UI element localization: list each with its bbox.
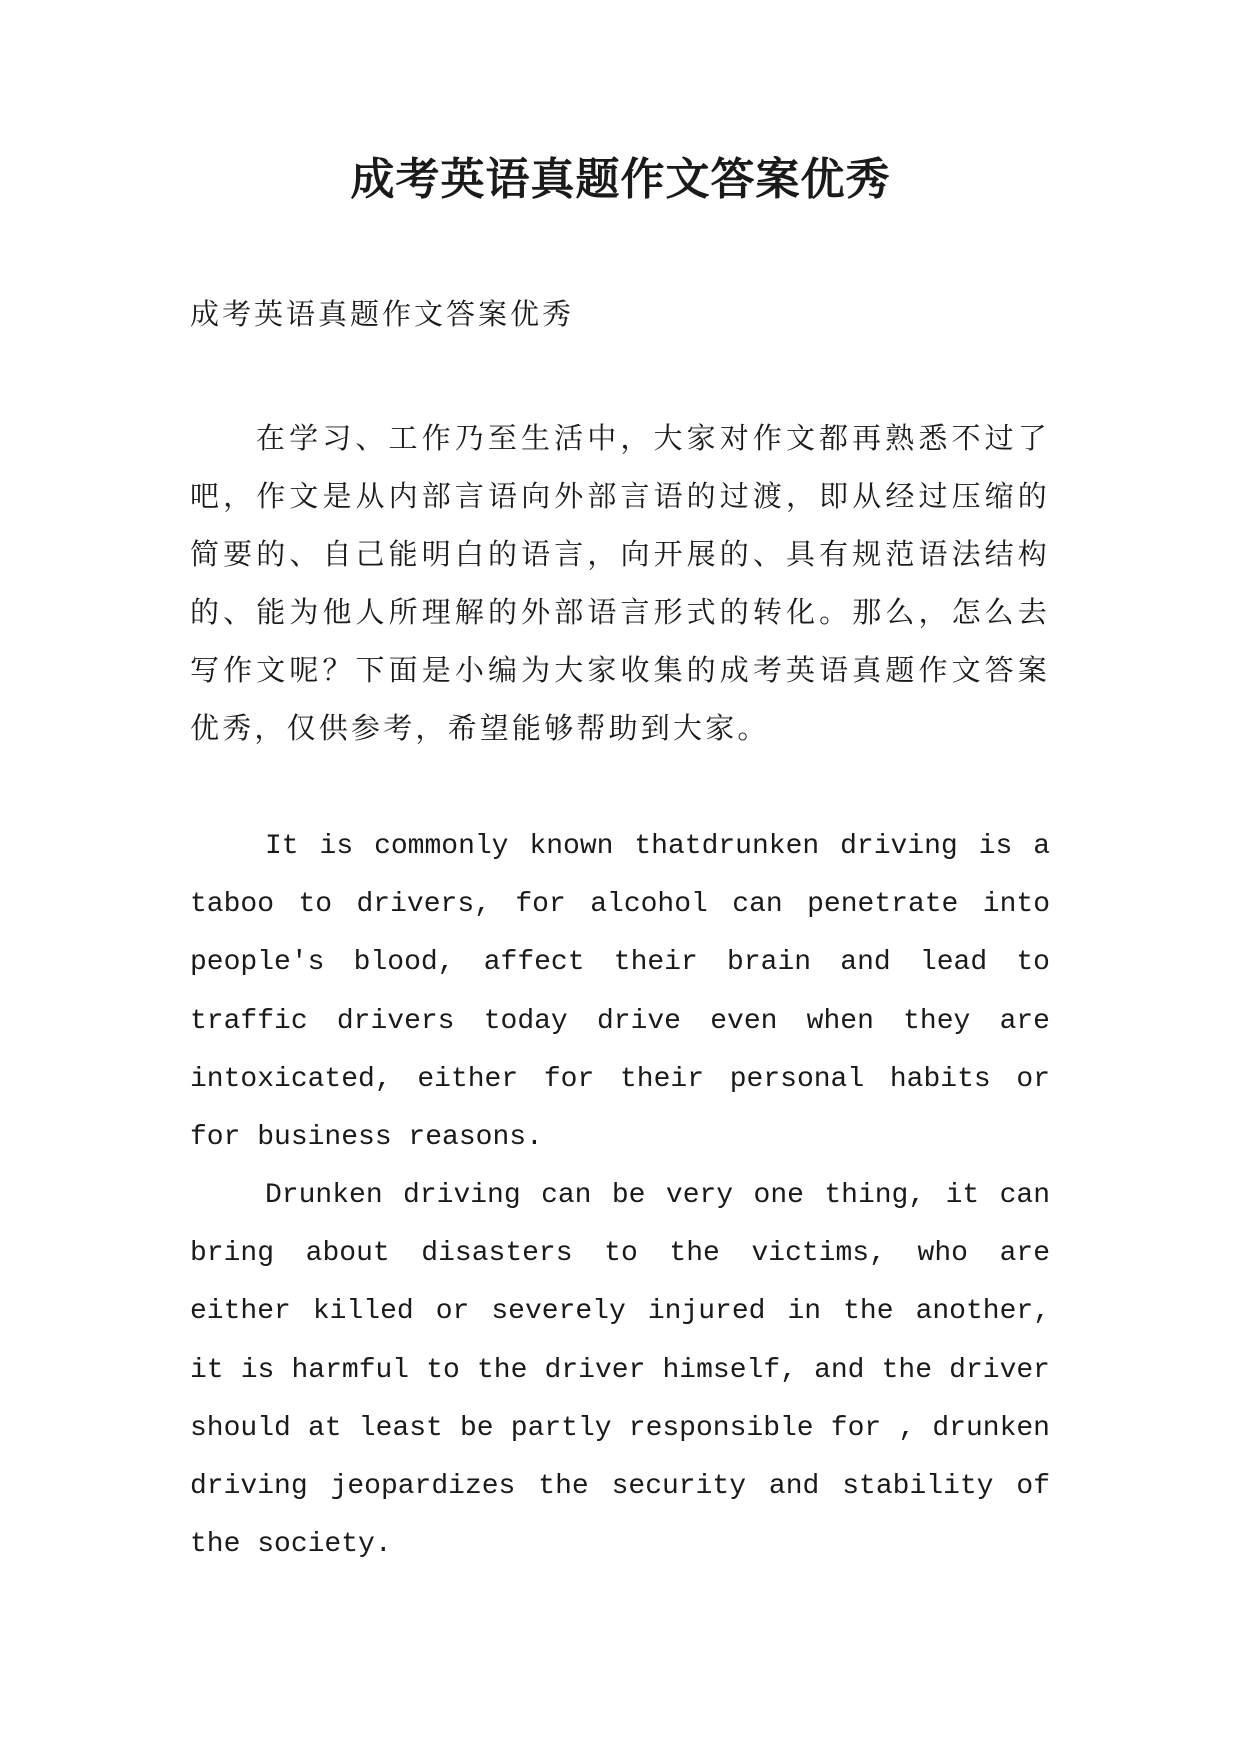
intro-paragraph: 在学习、工作乃至生活中，大家对作文都再熟悉不过了吧，作文是从内部言语向外部言语的过渡，即从经过压缩的简要的、自己能明白的语言，向开展的、具有规范语法结构的、能为他人所理解的外部语言形式的转化。那么，怎么去写作文呢？下面是小编为大家收集的成考英语真题作文答案优秀，仅供参考，希望能够帮助到大家。 <box>190 421 1050 745</box>
document-subtitle: 成考英语真题作文答案优秀 <box>190 297 575 331</box>
essay-paragraph-1: It is commonly known thatdrunken driving is a taboo to drivers, for alcohol can penetrate into people's blood, affect their brain and lead to traffic drivers today drive even when they are intoxicated, either for their personal habits or for business reasons. <box>190 831 1050 1154</box>
document-title: 成考英语真题作文答案优秀 <box>350 154 891 205</box>
essay-paragraph-2: Drunken driving can be very one thing, it can bring about disasters to the victims, who are either killed or severely injured in the another, it is harmful to the driver himself, and the driver should at least be partly responsible for , drunken driving jeopardizes the security and stability of the society. <box>190 1180 1050 1561</box>
